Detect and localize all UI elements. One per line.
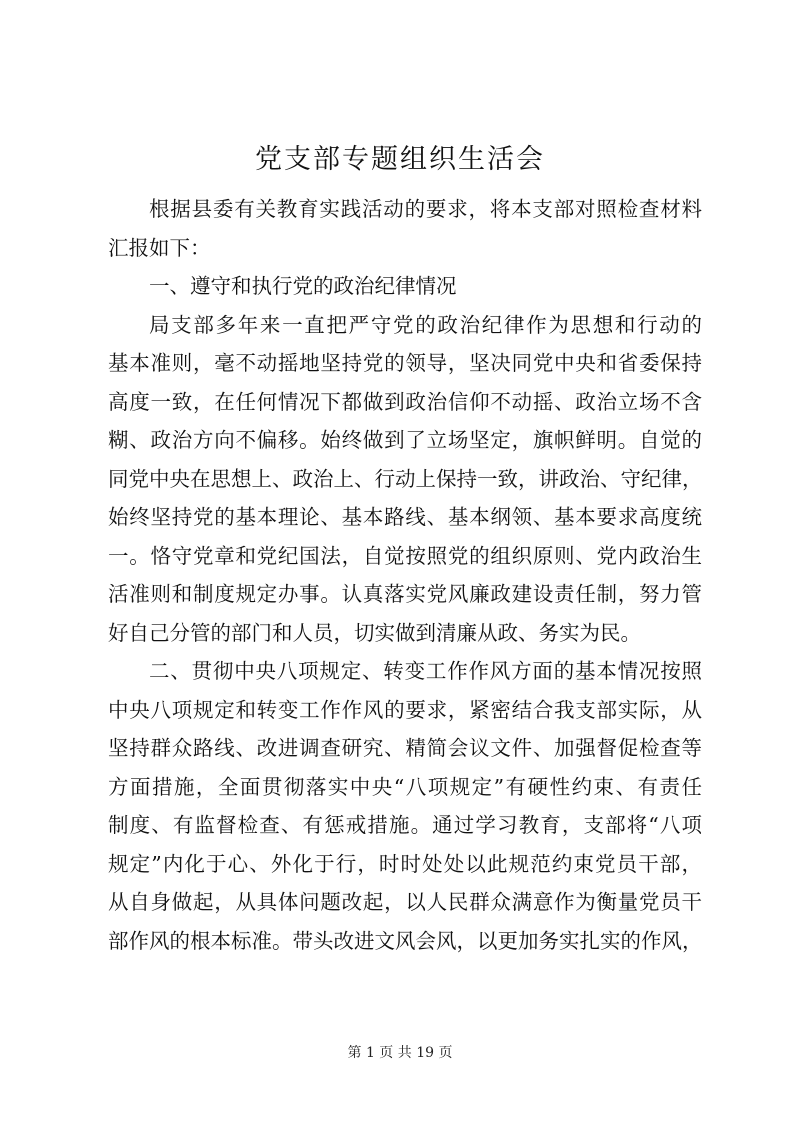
paragraph-line: 好自己分管的部门和人员，切实做到清廉从政、务实为民。 [108, 620, 641, 645]
page-number: 第 1 页 共 19 页 [347, 1045, 453, 1061]
paragraph-line: 中央八项规定和转变工作作风的要求，紧密结合我支部实际，从 [108, 697, 702, 722]
paragraph-line: 高度一致，在任何情况下都做到政治信仰不动摇、政治立场不含 [108, 389, 702, 414]
paragraph-line: 方面措施，全面贯彻落实中央“八项规定”有硬性约束、有责任 [108, 774, 702, 799]
paragraph-line: 汇报如下： [108, 235, 211, 260]
paragraph-line: 二、贯彻中央八项规定、转变工作作风方面的基本情况按照 [149, 659, 702, 683]
paragraph-line: 制度、有监督检查、有惩戒措施。通过学习教育，支部将“八项 [108, 813, 702, 837]
paragraph-line: 糊、政治方向不偏移。始终做到了立场坚定，旗帜鲜明。自觉的 [108, 428, 702, 452]
paragraph-line: 基本准则，毫不动摇地坚持党的领导，坚决同党中央和省委保持 [108, 351, 702, 375]
paragraph-line: 一。恪守党章和党纪国法，自觉按照党的组织原则、党内政治生 [108, 543, 702, 568]
paragraph-line: 根据县委有关教育实践活动的要求，将本支部对照检查材料 [149, 197, 702, 221]
document-title: 党支部专题组织生活会 [255, 144, 545, 175]
document-body [108, 190, 702, 960]
paragraph-line: 局支部多年来一直把严守党的政治纪律作为思想和行动的 [149, 312, 702, 337]
paragraph-line: 活准则和制度规定办事。认真落实党风廉政建设责任制，努力管 [108, 582, 702, 606]
paragraph-line: 规定”内化于心、外化于行，时时处处以此规范约束党员干部， [108, 851, 702, 876]
paragraph-line: 从自身做起，从具体问题改起，以人民群众满意作为衡量党员干 [108, 890, 702, 914]
paragraph-line: 始终坚持党的基本理论、基本路线、基本纲领、基本要求高度统 [108, 505, 702, 529]
section-heading: 一、遵守和执行党的政治纪律情况 [149, 274, 457, 298]
paragraph-line: 部作风的根本标准。带头改进文风会风，以更加务实扎实的作风， [108, 928, 702, 953]
paragraph-line: 同党中央在思想上、政治上、行动上保持一致，讲政治、守纪律， [108, 466, 702, 491]
paragraph-line: 坚持群众路线、改进调查研究、精简会议文件、加强督促检查等 [108, 736, 702, 760]
